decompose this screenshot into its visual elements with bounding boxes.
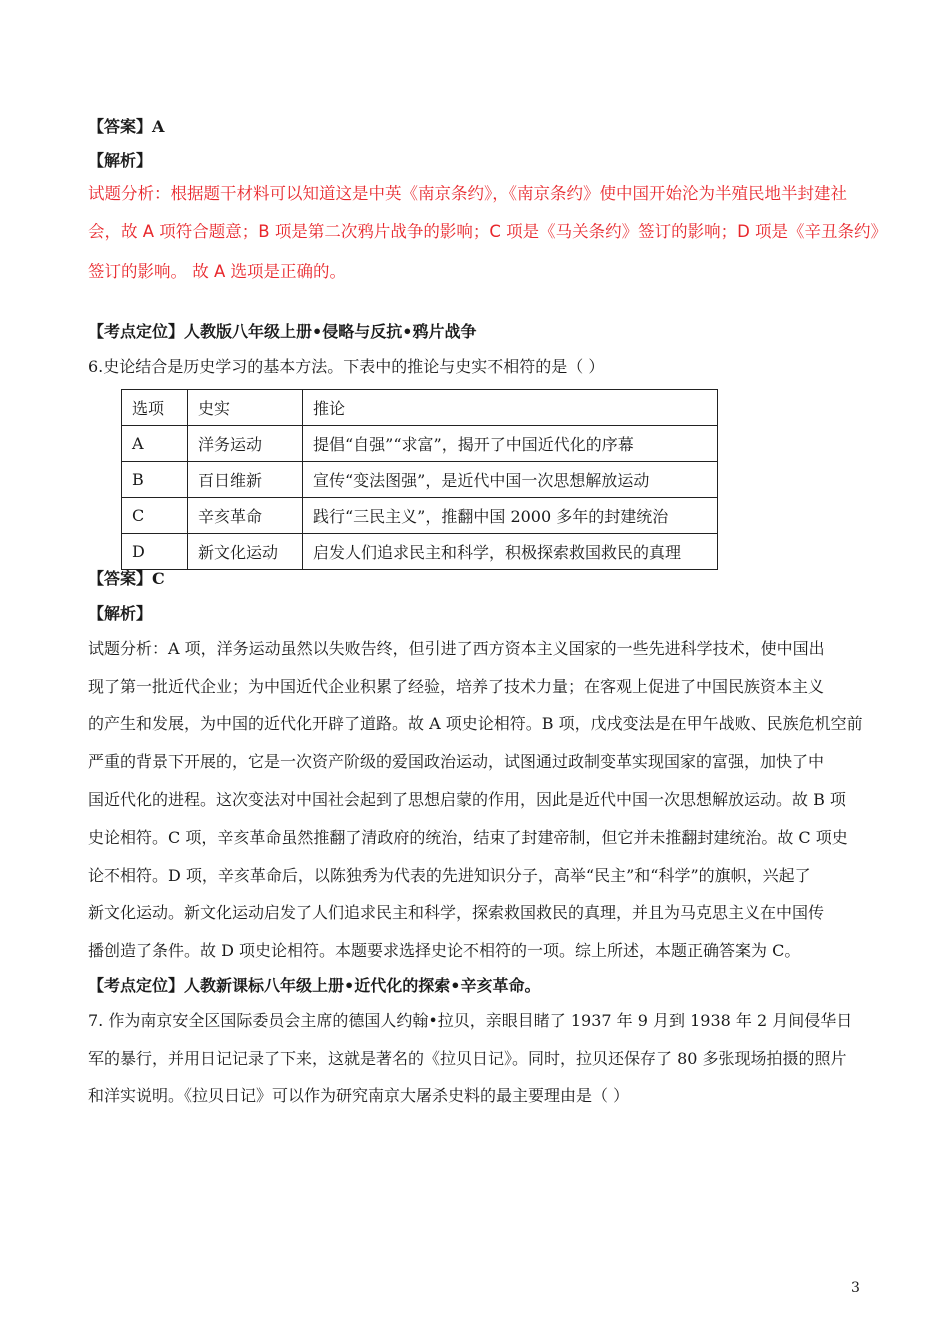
table-header-cell: 推论 (303, 390, 718, 426)
q7-line-2: 军的暴行，并用日记记录了下来，这就是著名的《拉贝日记》。同时，拉贝还保存了 80 多张现场拍摄的照片 (88, 1049, 847, 1068)
q6-analysis-line-8: 新文化运动。新文化运动启发了人们追求民主和科学，探索救国救民的真理，并且为马克思主义在中国传 (88, 903, 825, 922)
table-cell: B (122, 462, 188, 498)
q5-analysis-line-2: 会，故 A 项符合题意；B 项是第二次鸦片战争的影响；C 项是《马关条约》签订的影响；D 项是《辛丑条约》 (88, 222, 888, 241)
table-cell: 提倡“自强”“求富”，揭开了中国近代化的序幕 (303, 426, 718, 462)
q6-analysis-line-2: 现了第一批近代企业；为中国近代企业积累了经验，培养了技术力量；在客观上促进了中国民族资本主义 (88, 677, 825, 696)
q7-line-3: 和洋实说明。《拉贝日记》可以作为研究南京大屠杀史料的最主要理由是（ ） (88, 1086, 630, 1105)
history-table (121, 389, 718, 570)
table-header-row (122, 390, 718, 426)
q7-line-1: 7. 作为南京安全区国际委员会主席的德国人约翰•拉贝，亲眼目睹了 1937 年 9 月到 1938 年 2 月间侵华日 (88, 1011, 853, 1030)
q6-question: 6.史论结合是历史学习的基本方法。下表中的推论与史实不相符的是（ ） (88, 357, 605, 376)
q6-kaodian: 【考点定位】人教新课标八年级上册•近代化的探索•辛亥革命。 (88, 976, 541, 995)
q6-analysis-line-4: 严重的背景下开展的，它是一次资产阶级的爱国政治运动，试图通过政制变革实现国家的富强，加快了中 (88, 752, 825, 771)
q6-analysis-line-3: 的产生和发展，为中国的近代化开辟了道路。故 A 项史论相符。B 项，戊戌变法是在甲午战败、民族危机空前 (88, 714, 863, 733)
table-cell: 启发人们追求民主和科学，积极探索救国救民的真理 (303, 534, 718, 570)
table-cell: 辛亥革命 (188, 498, 303, 534)
table-row (122, 426, 718, 462)
q6-analysis-line-9: 播创造了条件。故 D 项史论相符。本题要求选择史论不相符的一项。综上所述，本题正确答案为 C。 (88, 941, 801, 960)
table-cell: A (122, 426, 188, 462)
q5-analysis-label: 【解析】 (88, 151, 153, 170)
table-cell: D (122, 534, 188, 570)
q6-analysis-line-1: 试题分析：A 项，洋务运动虽然以失败告终，但引进了西方资本主义国家的一些先进科学技术，使中国出 (88, 639, 825, 658)
q6-analysis-line-5: 国近代化的进程。这次变法对中国社会起到了思想启蒙的作用，因此是近代中国一次思想解放运动。故 B 项 (88, 790, 846, 809)
table-cell: 新文化运动 (188, 534, 303, 570)
q6-analysis-line-6: 史论相符。C 项，辛亥革命虽然推翻了清政府的统治，结束了封建帝制，但它并未推翻封建统治。故 C 项史 (88, 828, 848, 847)
q5-kaodian: 【考点定位】人教版八年级上册•侵略与反抗•鸦片战争 (88, 322, 477, 341)
q6-analysis-label: 【解析】 (88, 604, 153, 623)
q5-answer: 【答案】A (88, 117, 165, 136)
table-cell: 洋务运动 (188, 426, 303, 462)
table-header-cell: 史实 (188, 390, 303, 426)
table-cell: 百日维新 (188, 462, 303, 498)
table-cell: 践行“三民主义”，推翻中国 2000 多年的封建统治 (303, 498, 718, 534)
table-cell: C (122, 498, 188, 534)
q5-analysis-line-3: 签订的影响。 故 A 选项是正确的。 (88, 262, 347, 281)
table-row (122, 498, 718, 534)
q6-answer: 【答案】C (88, 569, 165, 588)
q6-analysis-line-7: 论不相符。D 项，辛亥革命后，以陈独秀为代表的先进知识分子，高举“民主”和“科学”的旗帜，兴起了 (88, 866, 811, 885)
table-header-cell: 选项 (122, 390, 188, 426)
table-row (122, 462, 718, 498)
q5-analysis-line-1: 试题分析：根据题干材料可以知道这是中英《南京条约》，《南京条约》使中国开始沦为半殖民地半封建社 (88, 184, 847, 203)
page-number: 3 (851, 1280, 860, 1296)
table-row (122, 534, 718, 570)
table-cell: 宣传“变法图强”，是近代中国一次思想解放运动 (303, 462, 718, 498)
